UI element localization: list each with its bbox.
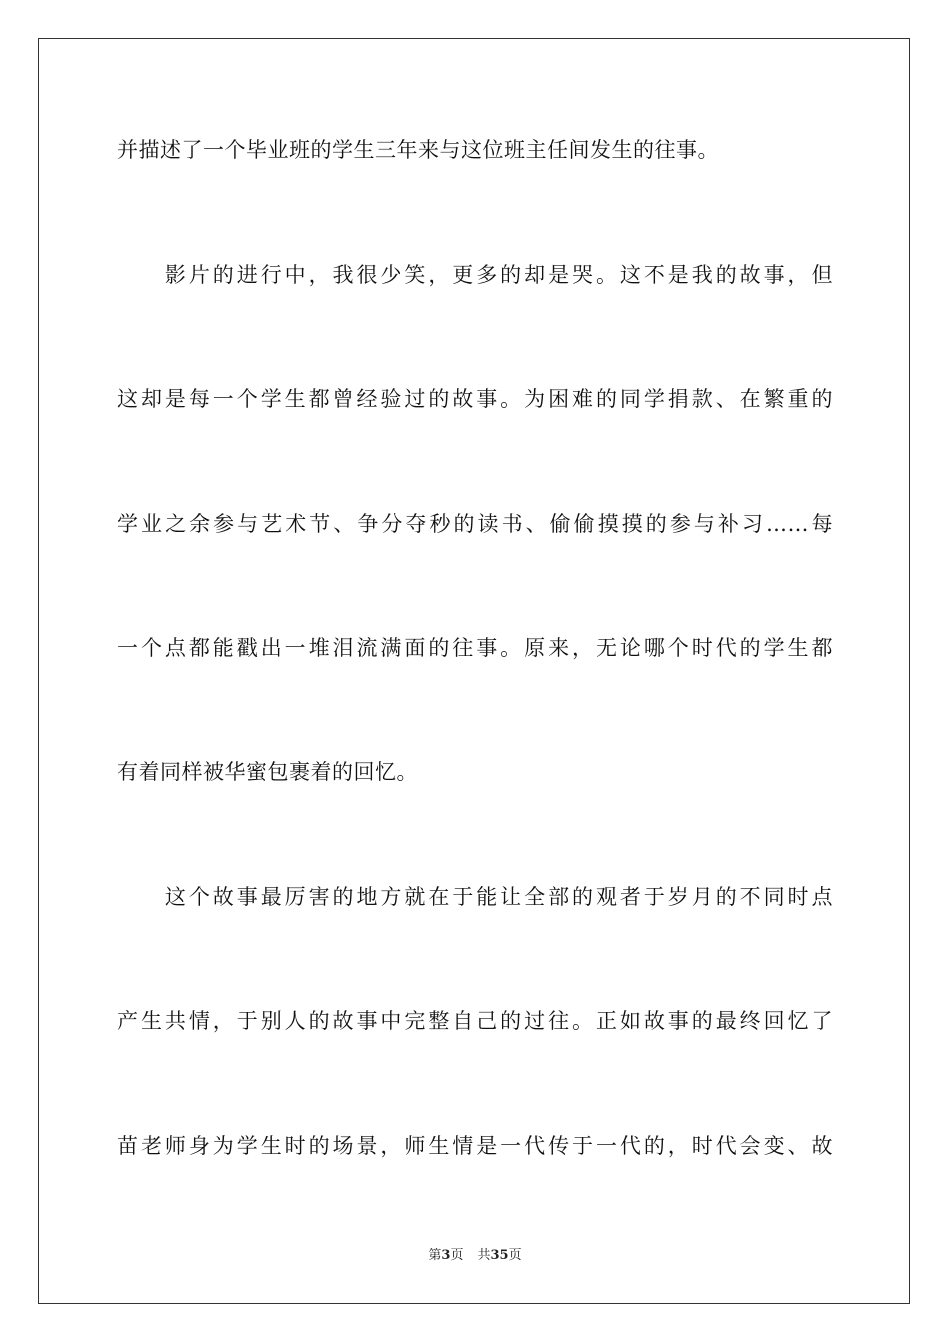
paragraph-line-5: 一个点都能戳出一堆泪流满面的往事。原来，无论哪个时代的学生都 (117, 636, 833, 660)
paragraph-line-4: 学业之余参与艺术节、争分夺秒的读书、偷偷摸摸的参与补习……每 (117, 512, 833, 536)
paragraph-line-3: 这却是每一个学生都曾经验过的故事。为困难的同学捐款、在繁重的 (117, 387, 833, 411)
paragraph-line-8: 产生共情，于别人的故事中完整自己的过往。正如故事的最终回忆了 (117, 1009, 833, 1033)
paragraph-line-1: 并描述了一个毕业班的学生三年来与这位班主任间发生的往事。 (117, 138, 719, 162)
page-prefix: 第 (428, 1248, 442, 1263)
total-page-number: 35 (490, 1248, 509, 1263)
paragraph-line-2: 影片的进行中，我很少笑，更多的却是哭。这不是我的故事，但 (117, 263, 833, 287)
page-suffix: 页 (450, 1248, 464, 1263)
page-border (38, 38, 910, 1304)
total-prefix: 共 (477, 1248, 491, 1263)
page-footer (0, 1248, 950, 1264)
total-suffix: 页 (508, 1248, 522, 1263)
paragraph-line-7: 这个故事最厉害的地方就在于能让全部的观者于岁月的不同时点 (117, 885, 833, 909)
paragraph-line-9: 苗老师身为学生时的场景，师生情是一代传于一代的，时代会变、故 (117, 1134, 833, 1158)
paragraph-line-6: 有着同样被华蜜包裹着的回忆。 (117, 760, 418, 784)
current-page-number: 3 (441, 1248, 451, 1263)
